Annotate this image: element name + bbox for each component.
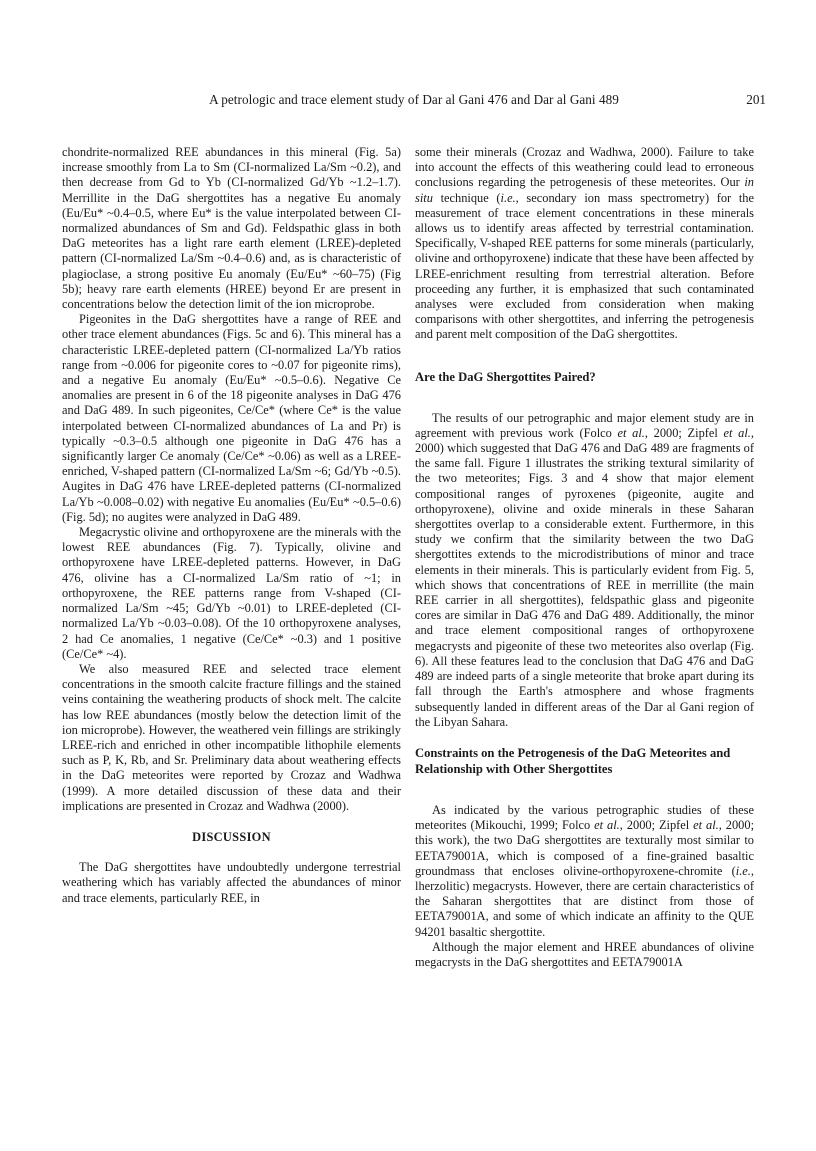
paragraph-olivine-orthopyroxene: Megacrystic olivine and orthopyroxene are the minerals with the lowest REE abundances (Fig. 7). Typically, olivine and orthopyroxene have LREE-depleted patterns. However, in DaG 476, olivine has a CI-normalized La/Sm ratio of ~1; in orthopyroxene, the REE patterns range from V-shaped (CI-normalized La/Sm ~45; Gd/Yb ~0.01) to LREE-depleted (CI-normalized La/Yb ~0.03–0.08). Of the 10 orthopyroxene analyses, 2 had Ce anomalies, 1 negative (Ce/Ce* ~0.3) and 1 positive (Ce/Ce* ~4). [62, 525, 401, 661]
heading-constraints: Constraints on the Petrogenesis of the DaG Meteorites and Relationship with Other Shergottites [415, 745, 731, 776]
paragraph-contamination: some their minerals (Crozaz and Wadhwa, 2000). Failure to take into account the effects of this weathering could lead to erroneous conclusions regarding the petrogenesis of these meteorites. Our in situ technique (i.e., secondary ion mass spectrometry) for the measurement of trace element concentrations in these minerals allows us to identify areas affected by terrestrial contamination. Specifically, V-shaped REE patterns for some minerals (particularly, olivine and orthopyroxene) indicate that these have been affected by LREE-enrichment resulting from terrestrial alteration. Before proceeding any further, it is emphasized that such contaminated analyses were excluded from consideration when making comparisons with other shergottites, and inferring the petrogenesis and parent melt composition of the DaG shergottites. [415, 145, 754, 342]
heading-paired: Are the DaG Shergottites Paired? [415, 369, 596, 384]
page-header [62, 92, 766, 114]
discussion-heading: DISCUSSION [192, 829, 271, 844]
paragraph-petrographic: As indicated by the various petrographic studies of these meteorites (Mikouchi, 1999; Folco et al., 2000; Zipfel et al., 2000; this work), the two DaG shergottites are texturally most similar to EETA79001A, which is composed of a fine-grained basaltic groundmass that encloses olivine-orthopyroxene-chromite (i.e., lherzolitic) megacrysts. However, there are certain characteristics of the Saharan shergottites that are distinct from those of EETA79001A, and some of which indicate an affinity to the QUE 94201 basaltic shergottite. [415, 802, 755, 939]
paragraph-paired: The results of our petrographic and major element study are in agreement with previous work (Folco et al., 2000; Zipfel et al., 2000) which suggested that DaG 476 and DaG 489 are fragments of the same fall. Figure 1 illustrates the striking textural similarity of the two meteorites; Figs. 3 and 4 show that major element compositional ranges of pyroxenes (pigeonite, augite and orthopyroxene), olivine and oxide minerals in these Saharan shergottites overlap to a considerable extent. Furthermore, in this study we confirm that the similarity between the two DaG shergottites extends to the microdistributions of minor and trace elements in their minerals. This is particularly evident from Fig. 5, which shows that concentrations of REE in merrillite (the main REE carrier in all shergottites), feldspathic glass and pigeonite cores are similar in DaG 476 and DaG 489. Additionally, the minor and trace element compositional ranges of orthopyroxene megacrysts and pigeonite of these two meteorites also overlap (Fig. 6). All these features lead to the conclusion that DaG 476 and DaG 489 are indeed parts of a single meteorite that broke apart during its fall through the Earth's atmosphere and whose fragments subsequently landed in different areas of the Dar al Gani region of the Libyan Sahara. [415, 410, 754, 729]
paragraph-calcite-veins: We also measured REE and selected trace element concentrations in the smooth calcite fracture fillings and the stained veins containing the weathering products of shock melt. The calcite has low REE abundances (mostly below the detection limit of the ion microprobe). However, the weathered vein fillings are strikingly LREE-rich and enriched in other incompatible lithophile elements such as P, K, Rb, and Sr. Preliminary data about weathering effects in the DaG meteorites were reported by Crozaz and Wadhwa (1999). A more detailed discussion of these data and their implications are presented in Crozaz and Wadhwa (2000). [62, 661, 401, 813]
page-number: 201 [746, 92, 766, 107]
paragraph-weathering: The DaG shergottites have undoubtedly undergone terrestrial weathering which has variably affected the abundances of minor and trace elements, particularly REE, in [62, 860, 401, 905]
paragraph-ree-merrillite: chondrite-normalized REE abundances in this mineral (Fig. 5a) increase smoothly from La to Sm (CI-normalized La/Sm ~0.2), and then decrease from Gd to Yb (CI-normalized Gd/Yb ~1.2–1.7). Merrillite in the DaG shergottites has a negative Eu anomaly (Eu/Eu* ~0.4–0.5, where Eu* is the value interpolated between CI-normalized abundances of Sm and Gd). Feldspathic glass in both DaG meteorites has a light rare earth element (LREE)-depleted pattern (CI-normalized La/Sm ~0.4–0.6) and, as is characteristic of plagioclase, a strong positive Eu anomaly (Eu/Eu* ~60–75) (Fig 5b); heavy rare earth elements (HREE) beyond Er are present in concentrations below the detection limit of the ion microprobe. [62, 145, 401, 312]
left-column [62, 145, 401, 906]
right-column [415, 145, 754, 970]
paragraph-pigeonites: Pigeonites in the DaG shergottites have a range of REE and other trace element abundances (Figs. 5c and 6). This mineral has a characteristic LREE-depleted pattern (CI-normalized La/Yb ratios range from ~0.006 for pigeonite cores to ~0.07 for pigeonite rims), and a negative Eu anomaly (Eu/Eu* ~0.5–0.6). Negative Ce anomalies are present in 6 of the 18 pigeonite analyses in DaG 476 and DaG 489. In such pigeonites, Ce/Ce* (where Ce* is the value interpolated between CI-normalized abundances of La and Pr) is typically ~0.3–0.5 although one pigeonite in DaG 476 has a significantly larger Ce anomaly (Ce/Ce* ~0.06) as well as a LREE-enriched, V-shaped pattern (CI-normalized La/Sm ~6; Gd/Yb ~0.5). Augites in DaG 476 have LREE-depleted patterns (CI-normalized La/Yb ~0.008–0.02) with negative Eu anomalies (Eu/Eu* ~0.5–0.6) (Fig. 5d); no augites were analyzed in DaG 489. [62, 312, 401, 524]
paragraph-major-element: Although the major element and HREE abundances of olivine megacrysts in the DaG shergottites and EETA79001A [415, 939, 754, 969]
running-title: A petrologic and trace element study of Dar al Gani 476 and Dar al Gani 489 [209, 92, 619, 107]
